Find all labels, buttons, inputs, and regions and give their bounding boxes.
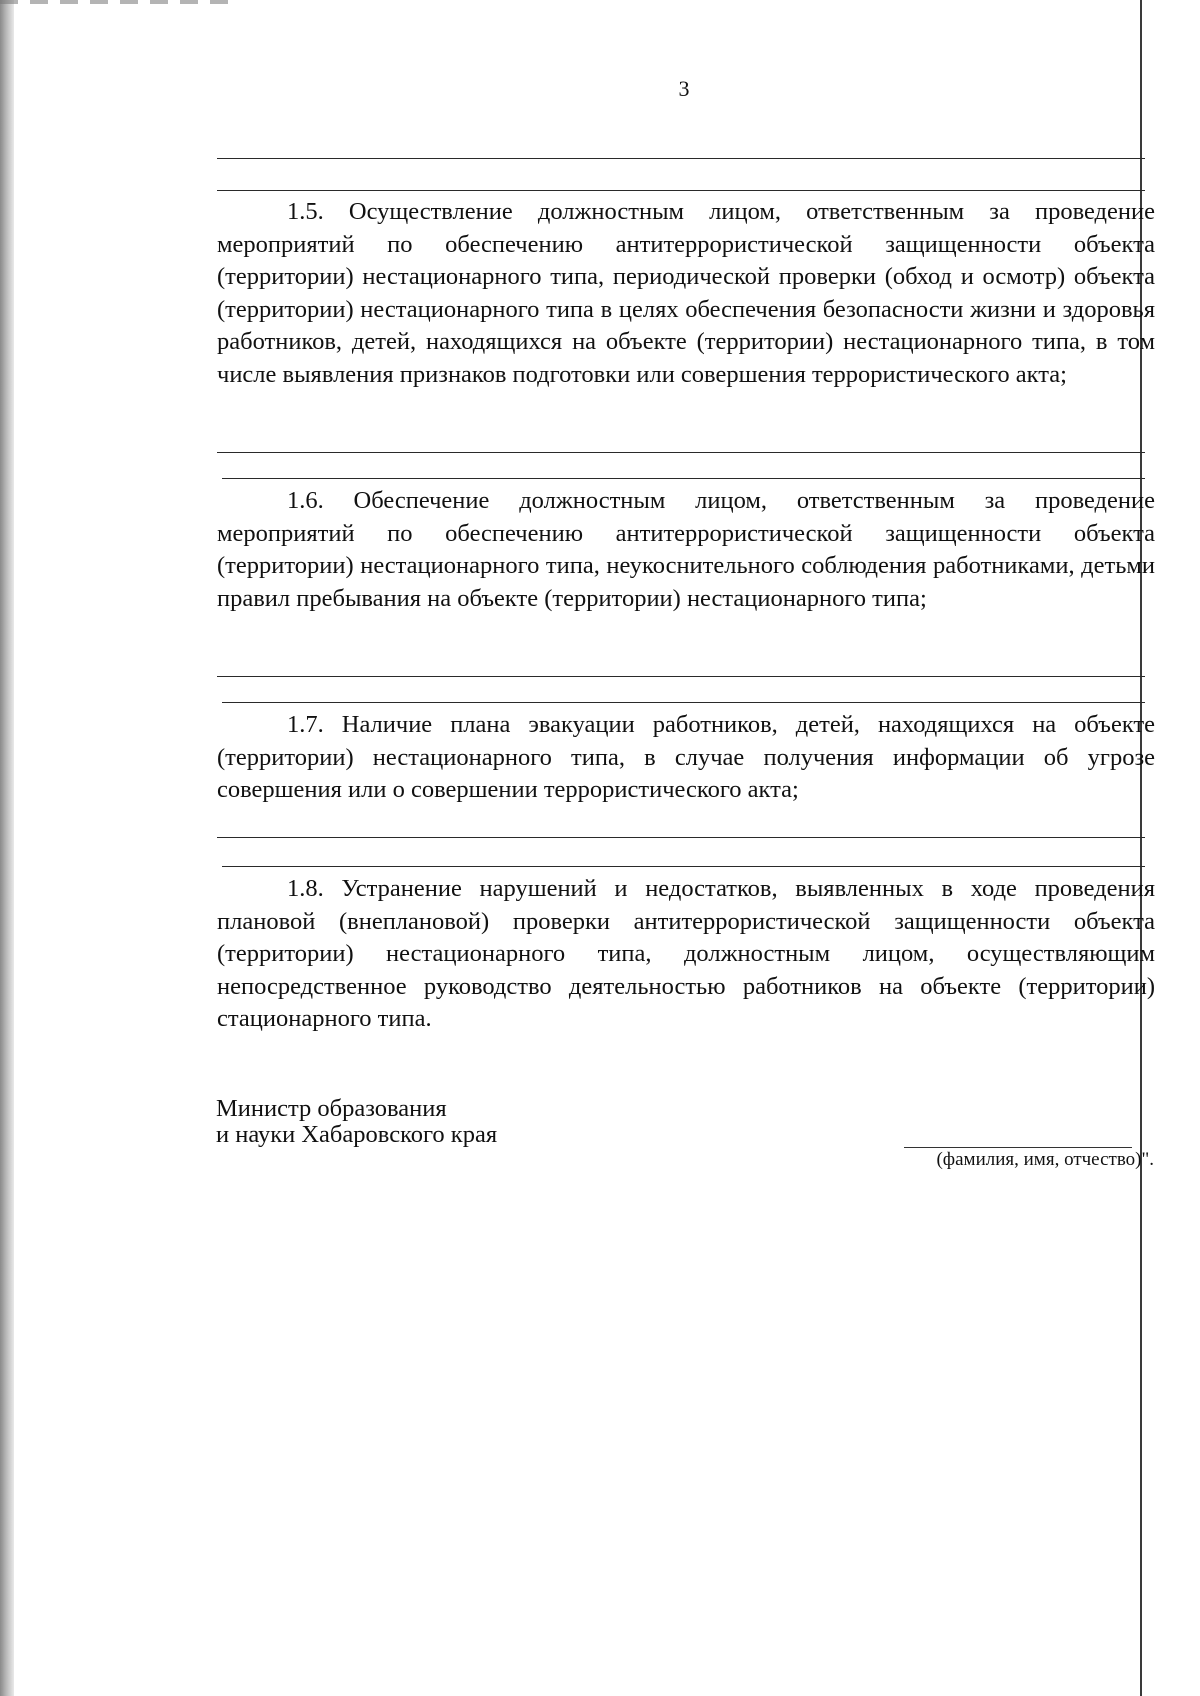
rule-line	[217, 190, 1145, 191]
rule-line	[217, 158, 1145, 159]
rule-line	[217, 452, 1145, 453]
signature-name-line	[904, 1147, 1132, 1148]
rule-line	[222, 702, 1145, 703]
rule-line	[217, 676, 1145, 677]
rule-line	[222, 866, 1145, 867]
signature-name-placeholder: (фамилия, имя, отчество)".	[936, 1149, 1154, 1170]
scan-shadow-left	[0, 0, 14, 1696]
item-1-8: 1.8. Устранение нарушений и недостатков, выявленных в ходе проведения плановой (внеплановой) проверки антитеррористической защищенности объекта (территории) нестационарного типа, должностным лицом, осуществляющим непосредственное руководство деятельностью работников на объекте (территории) стационарного типа.	[217, 875, 1155, 1032]
signature-title-line-2: и науки Хабаровского края	[216, 1121, 498, 1148]
scan-marks-top	[0, 0, 230, 4]
signature-block	[216, 1096, 497, 1148]
item-1-5: 1.5. Осуществление должностным лицом, ответственным за проведение мероприятий по обеспечению антитеррористической защищенности объекта (территории) нестационарного типа, периодической проверки (обход и осмотр) объекта (территории) нестационарного типа в целях обеспечения безопасности жизни и здоровья работников, детей, находящихся на объекте (территории) нестационарного типа, в том числе выявления признаков подготовки или совершения террористического акта;	[217, 198, 1155, 388]
rule-line	[222, 478, 1145, 479]
signature-title-line-1: Министр образования	[216, 1095, 447, 1122]
item-1-7: 1.7. Наличие плана эвакуации работников, детей, находящихся на объекте (территории) нестационарного типа, в случае получения информации об угрозе совершения или о совершении террористического акта;	[217, 711, 1155, 803]
item-1-6: 1.6. Обеспечение должностным лицом, ответственным за проведение мероприятий по обеспечению антитеррористической защищенности объекта (территории) нестационарного типа, неукоснительного соблюдения работниками, детьми правил пребывания на объекте (территории) нестационарного типа;	[217, 487, 1155, 612]
rule-line	[217, 837, 1145, 838]
page-number: 3	[678, 76, 690, 101]
